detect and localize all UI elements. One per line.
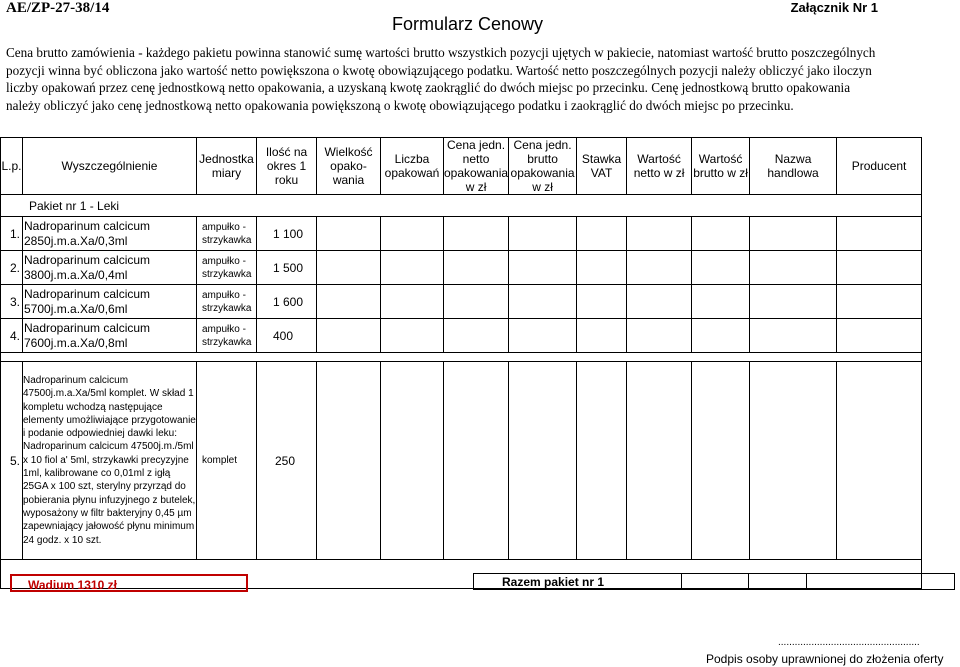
cell-trade-name[interactable] <box>750 217 837 251</box>
package-total-label: Razem pakiet nr 1 <box>502 575 605 589</box>
cell-package-count[interactable] <box>381 362 444 560</box>
col-header-description: Wyszczególnienie <box>23 138 197 195</box>
desc-line: i podanie odpowiedniej dawki leku: <box>23 428 177 440</box>
cell-unit-net[interactable] <box>444 362 509 560</box>
desc-line: 25GA x 100 szt, sterylny przyrząd do <box>23 481 186 493</box>
cell-unit-net[interactable] <box>444 217 509 251</box>
row-quantity: 1 600 <box>257 285 317 319</box>
table-header-row <box>1 138 922 195</box>
desc-line: elementy umożliwiające przygotowanie <box>23 414 196 426</box>
reference-number: AE/ZP-27-38/14 <box>6 0 110 16</box>
row-quantity: 250 <box>257 362 317 560</box>
cell-net-value[interactable] <box>627 362 692 560</box>
cell-gross-value[interactable] <box>692 362 750 560</box>
desc-line: wyposażony w filtr bakteryjny 0,45 µm <box>23 507 192 519</box>
cell-net-value[interactable] <box>627 251 692 285</box>
unit-line: ampułko - <box>202 221 246 233</box>
unit-line: strzykawka <box>202 336 252 348</box>
intro-line: liczby opakowań przez cenę jednostkową netto opakowania, a uzyskaną kwotę zaokrąglić do dwóch miejsc po przecinku. Cenę jednostkową brutto opakowania <box>6 80 851 96</box>
cell-unit-gross[interactable] <box>509 217 577 251</box>
col-header-unit: Jednostka miary <box>197 138 257 195</box>
cell-vat[interactable] <box>577 217 627 251</box>
cell-unit-gross[interactable] <box>509 319 577 353</box>
desc-line: 5700j.m.a.Xa/0,6ml <box>24 301 128 316</box>
desc-line: Nadroparinum calcicum 47500j.m./5ml <box>23 441 194 453</box>
cell-gross-value[interactable] <box>692 251 750 285</box>
cell-gross-value[interactable] <box>692 285 750 319</box>
cell-unit-net[interactable] <box>444 285 509 319</box>
total-divider <box>748 574 749 589</box>
desc-line: kompletu wchodzą następujące <box>23 401 163 413</box>
row-unit <box>197 319 257 353</box>
cell-producer[interactable] <box>837 251 922 285</box>
table-row <box>1 285 922 319</box>
col-header-unit-net: Cena jedn. netto opakowania w zł <box>444 138 509 194</box>
cell-net-value[interactable] <box>627 285 692 319</box>
desc-line: 7600j.m.a.Xa/0,8ml <box>24 335 128 350</box>
cell-package-size[interactable] <box>317 217 381 251</box>
cell-net-value[interactable] <box>627 319 692 353</box>
cell-gross-value[interactable] <box>692 319 750 353</box>
package-label: Pakiet nr 1 - Leki <box>1 195 922 217</box>
cell-unit-gross[interactable] <box>509 285 577 319</box>
cell-unit-net[interactable] <box>444 319 509 353</box>
desc-line: 3800j.m.a.Xa/0,4ml <box>24 267 128 282</box>
row-unit <box>197 285 257 319</box>
row-quantity: 1 500 <box>257 251 317 285</box>
desc-line: zapewniający jałowość płynu minimum <box>23 521 195 533</box>
row-unit <box>197 251 257 285</box>
cell-net-value[interactable] <box>627 217 692 251</box>
row-description <box>23 217 197 251</box>
col-header-lp: L.p. <box>1 138 23 195</box>
intro-line: Cena brutto zamówienia - każdego pakietu powinna stanowić sumę wartości brutto wszystkich pozycji ujętych w pakiecie, natomiast wartość brutto poszczególnych <box>6 45 876 60</box>
col-header-package-size: Wielkość opako- wania <box>317 138 381 195</box>
cell-unit-gross[interactable] <box>509 251 577 285</box>
intro-line: pozycji winna być obliczona jako wartość netto powiększona o kwotę obowiązującego podatku. Wartość netto poszczególnych pozycji należy obliczyć jako iloczyn <box>6 62 872 78</box>
cell-trade-name[interactable] <box>750 362 837 560</box>
desc-line: Nadroparinum calcicum <box>24 218 151 233</box>
unit-line: ampułko - <box>202 323 246 335</box>
row-description <box>23 319 197 353</box>
cell-gross-value[interactable] <box>692 217 750 251</box>
table-row <box>1 362 922 560</box>
cell-trade-name[interactable] <box>750 251 837 285</box>
cell-producer[interactable] <box>837 319 922 353</box>
intro-paragraph <box>6 44 896 114</box>
desc-line: pobierania płynu infuzyjnego z butelek, <box>23 494 196 506</box>
row-unit: komplet <box>197 362 257 560</box>
spacer-cell <box>1 353 922 362</box>
row-description <box>23 362 197 560</box>
cell-package-count[interactable] <box>381 251 444 285</box>
row-lp: 2. <box>1 251 23 285</box>
cell-package-size[interactable] <box>317 319 381 353</box>
cell-vat[interactable] <box>577 362 627 560</box>
col-header-trade-name: Nazwa handlowa <box>750 138 837 195</box>
cell-package-size[interactable] <box>317 285 381 319</box>
col-header-package-count: Liczba opakowań <box>381 138 444 195</box>
cell-vat[interactable] <box>577 319 627 353</box>
total-divider <box>681 574 682 589</box>
desc-line: 47500j.m.a.Xa/5ml komplet. W skład 1 <box>23 388 194 400</box>
cell-package-size[interactable] <box>317 362 381 560</box>
cell-package-count[interactable] <box>381 319 444 353</box>
row-unit <box>197 217 257 251</box>
desc-line: Nadroparinum calcicum <box>24 252 151 267</box>
page-title: Formularz Cenowy <box>392 14 544 34</box>
desc-line: Nadroparinum calcicum <box>24 320 151 335</box>
cell-producer[interactable] <box>837 285 922 319</box>
wadium-box: Wadium 1310 zł <box>10 574 248 592</box>
desc-line: 2850j.m.a.Xa/0,3ml <box>24 233 128 248</box>
package-row <box>1 195 922 217</box>
unit-line: ampułko - <box>202 289 246 301</box>
cell-package-size[interactable] <box>317 251 381 285</box>
col-header-vat: Stawka VAT <box>577 138 627 195</box>
row-lp: 1. <box>1 217 23 251</box>
cell-vat[interactable] <box>577 285 627 319</box>
row-quantity: 400 <box>257 319 317 353</box>
cell-producer[interactable] <box>837 217 922 251</box>
row-lp: 5. <box>1 362 23 560</box>
annex-label: Załącznik Nr 1 <box>790 0 878 15</box>
spacer-row <box>1 353 922 362</box>
unit-line: strzykawka <box>202 268 252 280</box>
col-header-producer: Producent <box>837 138 922 195</box>
unit-line: strzykawka <box>202 234 252 246</box>
package-total-row <box>473 573 955 590</box>
desc-line: x 10 fiol a' 5ml, strzykawki precyzyjne <box>23 454 189 466</box>
desc-line: Nadroparinum calcicum <box>24 286 151 301</box>
table-row <box>1 319 922 353</box>
unit-line: strzykawka <box>202 302 252 314</box>
intro-line: należy obliczyć jako cenę jednostkową netto opakowania powiększoną o kwotę obowiązującego podatku i zaokrąglić do dwóch miejsc po przecinku. <box>6 97 794 113</box>
row-description <box>23 251 197 285</box>
cell-vat[interactable] <box>577 251 627 285</box>
cell-unit-gross[interactable] <box>509 362 577 560</box>
row-lp: 4. <box>1 319 23 353</box>
signature-line: ................................................... <box>778 637 920 648</box>
col-header-unit-gross: Cena jedn. brutto opakowania w zł <box>510 138 575 194</box>
cell-package-count[interactable] <box>381 217 444 251</box>
col-header-quantity: Ilość na okres 1 roku <box>257 138 317 195</box>
unit-line: ampułko - <box>202 255 246 267</box>
cell-trade-name[interactable] <box>750 319 837 353</box>
cell-trade-name[interactable] <box>750 285 837 319</box>
row-lp: 3. <box>1 285 23 319</box>
table-row <box>1 251 922 285</box>
cell-producer[interactable] <box>837 362 922 560</box>
row-quantity: 1 100 <box>257 217 317 251</box>
desc-line: Nadroparinum calcicum <box>23 375 129 386</box>
desc-line: 24 godz. x 10 szt. <box>23 534 102 546</box>
total-divider <box>806 574 807 589</box>
signature-caption: Podpis osoby uprawnionej do złożenia oferty <box>706 652 944 666</box>
price-table <box>0 137 922 589</box>
desc-line: 1ml, kalibrowane co 0,01ml z igłą <box>23 468 171 480</box>
row-description <box>23 285 197 319</box>
cell-package-count[interactable] <box>381 285 444 319</box>
cell-unit-net[interactable] <box>444 251 509 285</box>
col-header-gross-value: Wartość brutto w zł <box>692 138 750 195</box>
col-header-net-value: Wartość netto w zł <box>627 138 692 195</box>
table-row <box>1 217 922 251</box>
